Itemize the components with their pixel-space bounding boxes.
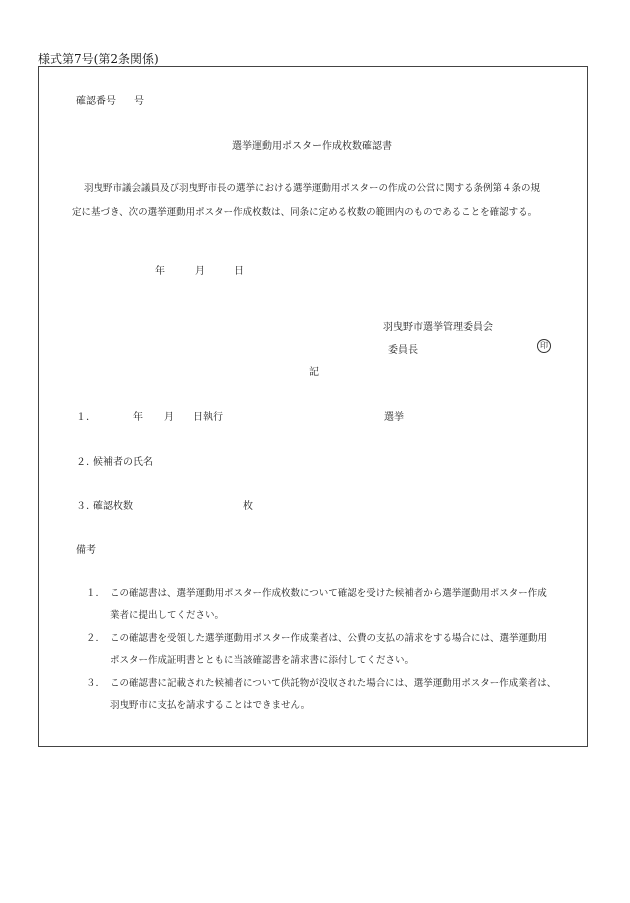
body-text-line1: 羽曳野市議会議員及び羽曳野市長の選挙における選挙運動用ポスターの作成の公営に関する条例第４条の規 — [84, 183, 541, 194]
item1-day-exec: 日執行 — [193, 412, 223, 423]
document-title: 選挙運動用ポスター作成枚数確認書 — [232, 141, 392, 152]
issuer-title: 委員長 — [388, 345, 418, 356]
item2-label: 候補者の氏名 — [93, 457, 153, 468]
note-3-line1: この確認書に記載された候補者について供託物が没収された場合には、選挙運動用ポスター作成業者は、 — [110, 678, 557, 689]
notes-heading: 備考 — [76, 545, 96, 556]
item1-election: 選挙 — [384, 412, 404, 423]
item1-number: １. — [76, 412, 90, 423]
note-2-number: ２. — [86, 633, 99, 644]
document-frame — [38, 66, 588, 747]
item1-year: 年 — [133, 412, 143, 423]
date-day: 日 — [234, 266, 244, 277]
body-text-line2: 定に基づき、次の選挙運動用ポスター作成枚数は、同条に定める枚数の範囲内のものであることを確認する。 — [72, 207, 538, 218]
note-1-number: １. — [86, 588, 99, 599]
item3-unit: 枚 — [243, 501, 253, 512]
item3-number: ３. — [76, 501, 90, 512]
seal-stamp: 印 — [537, 339, 551, 353]
item1-month: 月 — [164, 412, 174, 423]
date-month: 月 — [195, 266, 205, 277]
confirm-number-suffix: 号 — [134, 96, 144, 107]
item2-number: ２. — [76, 457, 90, 468]
ki-label: 記 — [309, 367, 319, 378]
item3-label: 確認枚数 — [93, 501, 133, 512]
note-3-number: ３. — [86, 678, 99, 689]
date-year: 年 — [155, 266, 165, 277]
note-3-line2: 羽曳野市に支払を請求することはできません。 — [110, 700, 311, 711]
issuer-organization: 羽曳野市選挙管理委員会 — [383, 322, 493, 333]
confirm-number-label: 確認番号 — [76, 96, 116, 107]
form-number-label: 様式第7号(第2条関係) — [38, 52, 159, 66]
note-2-line2: ポスター作成証明書とともに当該確認書を請求書に添付してください。 — [110, 655, 415, 666]
note-2-line1: この確認書を受領した選挙運動用ポスター作成業者は、公費の支払の請求をする場合には、選挙運動用 — [110, 633, 548, 644]
note-1-line1: この確認書は、選挙運動用ポスター作成枚数について確認を受けた候補者から選挙運動用ポスター作成 — [110, 588, 547, 599]
note-1-line2: 業者に提出してください。 — [110, 610, 225, 621]
